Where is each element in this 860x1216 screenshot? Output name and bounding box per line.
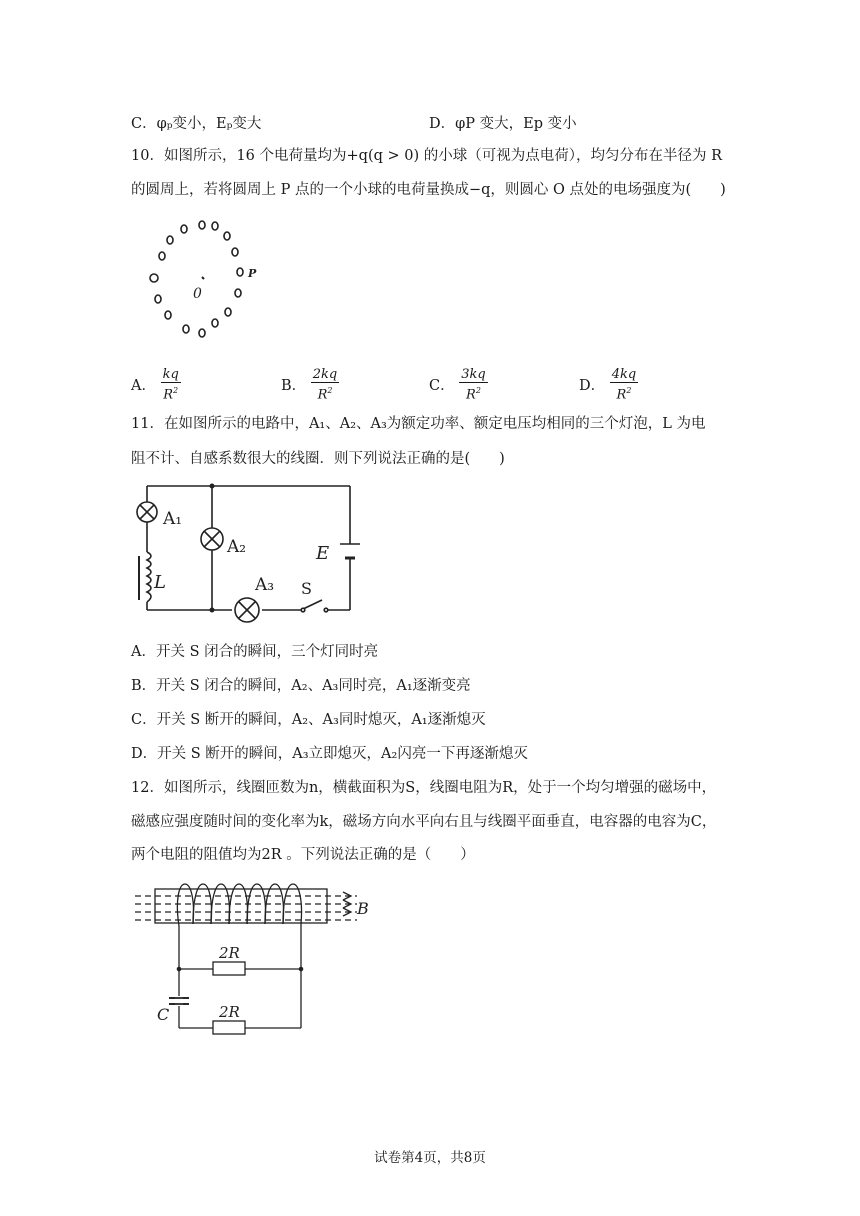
q10-option-c-exponent: 2 — [475, 386, 481, 395]
q10-option-b-fraction — [311, 367, 339, 402]
q10-option-b-exponent: 2 — [327, 386, 333, 395]
q10-option-d-numerator: 4kq — [611, 367, 637, 382]
q11-option-b: B．开关 S 闭合的瞬间，A₂、A₃同时亮，A₁逐渐变亮 — [131, 678, 471, 694]
q10-option-d-fraction — [610, 367, 638, 402]
q10-option-b — [281, 367, 339, 402]
q10-option-d-denominator: R — [616, 387, 627, 403]
q10-label-p: P — [248, 267, 257, 280]
q11-label-l: L — [154, 572, 166, 593]
q10-option-a-label: A． — [131, 378, 156, 395]
q9-option-d: D．φP 变大，Ep 变小 — [429, 116, 577, 132]
page-footer: 试卷第4页，共8页 — [374, 1150, 486, 1166]
q12-label-r2: 2R — [219, 1003, 240, 1021]
q12-coil-circuit-figure — [135, 880, 375, 1035]
q12-label-b: B — [357, 899, 369, 918]
q11-label-e: E — [316, 543, 330, 564]
q10-label-o: 0 — [193, 286, 202, 302]
q11-option-d: D．开关 S 断开的瞬间，A₃立即熄灭，A₂闪亮一下再逐渐熄灭 — [131, 746, 528, 762]
q11-option-a: A．开关 S 闭合的瞬间，三个灯同时亮 — [131, 644, 379, 660]
q10-option-a-exponent: 2 — [173, 386, 179, 395]
q10-stem-line2: 的圆周上，若将圆周上 P 点的一个小球的电荷量换成−q，则圆心 O 点处的电场强度为( ) — [131, 182, 726, 198]
q11-stem-line2: 阻不计、自感系数很大的线圈．则下列说法正确的是( ) — [131, 451, 505, 467]
q10-option-c — [429, 367, 488, 402]
q10-option-b-label: B． — [281, 378, 307, 395]
q11-option-c: C．开关 S 断开的瞬间，A₂、A₃同时熄灭，A₁逐渐熄灭 — [131, 712, 486, 728]
q11-circuit-figure — [128, 480, 358, 620]
q12-label-r1: 2R — [219, 944, 240, 962]
q10-option-a-denominator: R — [163, 387, 174, 403]
q10-option-b-denominator: R — [317, 387, 328, 403]
q10-option-d-exponent: 2 — [626, 386, 632, 395]
q10-stem-line1: 10．如图所示，16 个电荷量均为+q(q > 0) 的小球（可视为点电荷），均匀分布在半径为 R — [131, 148, 723, 164]
q11-label-a1: A₁ — [163, 509, 183, 529]
q12-stem-line2: 磁感应强度随时间的变化率为k，磁场方向水平向右且与线圈平面垂直，电容器的电容为C， — [131, 814, 717, 830]
q10-charge-ring-figure — [140, 215, 280, 345]
q11-label-a2: A₂ — [227, 537, 247, 557]
q10-option-a-numerator: kq — [162, 367, 179, 382]
q9-option-c: C．φₚ变小，Eₚ变大 — [131, 116, 262, 132]
q10-option-b-numerator: 2kq — [312, 367, 338, 382]
q10-option-c-fraction — [459, 367, 487, 402]
q10-option-c-denominator: R — [466, 387, 476, 403]
q10-option-c-numerator: 3kq — [461, 367, 486, 382]
q11-label-a3: A₃ — [255, 575, 275, 595]
q10-option-d-label: D． — [579, 378, 606, 395]
q10-option-a — [131, 367, 181, 402]
q10-option-c-label: C． — [429, 378, 455, 395]
q12-stem-line1: 12．如图所示，线圈匝数为n，横截面积为S，线圈电阻为R，处于一个均匀增强的磁场中， — [131, 780, 717, 796]
q12-label-c: C — [157, 1005, 170, 1024]
q10-option-d — [579, 367, 638, 402]
q11-stem-line1: 11．在如图所示的电路中，A₁、A₂、A₃为额定功率、额定电压均相同的三个灯泡，L 为电 — [131, 416, 706, 432]
q12-stem-line3: 两个电阻的阻值均为2R 。下列说法正确的是（ ） — [131, 847, 475, 863]
q10-option-a-fraction — [161, 367, 181, 402]
q11-label-s: S — [301, 579, 312, 598]
